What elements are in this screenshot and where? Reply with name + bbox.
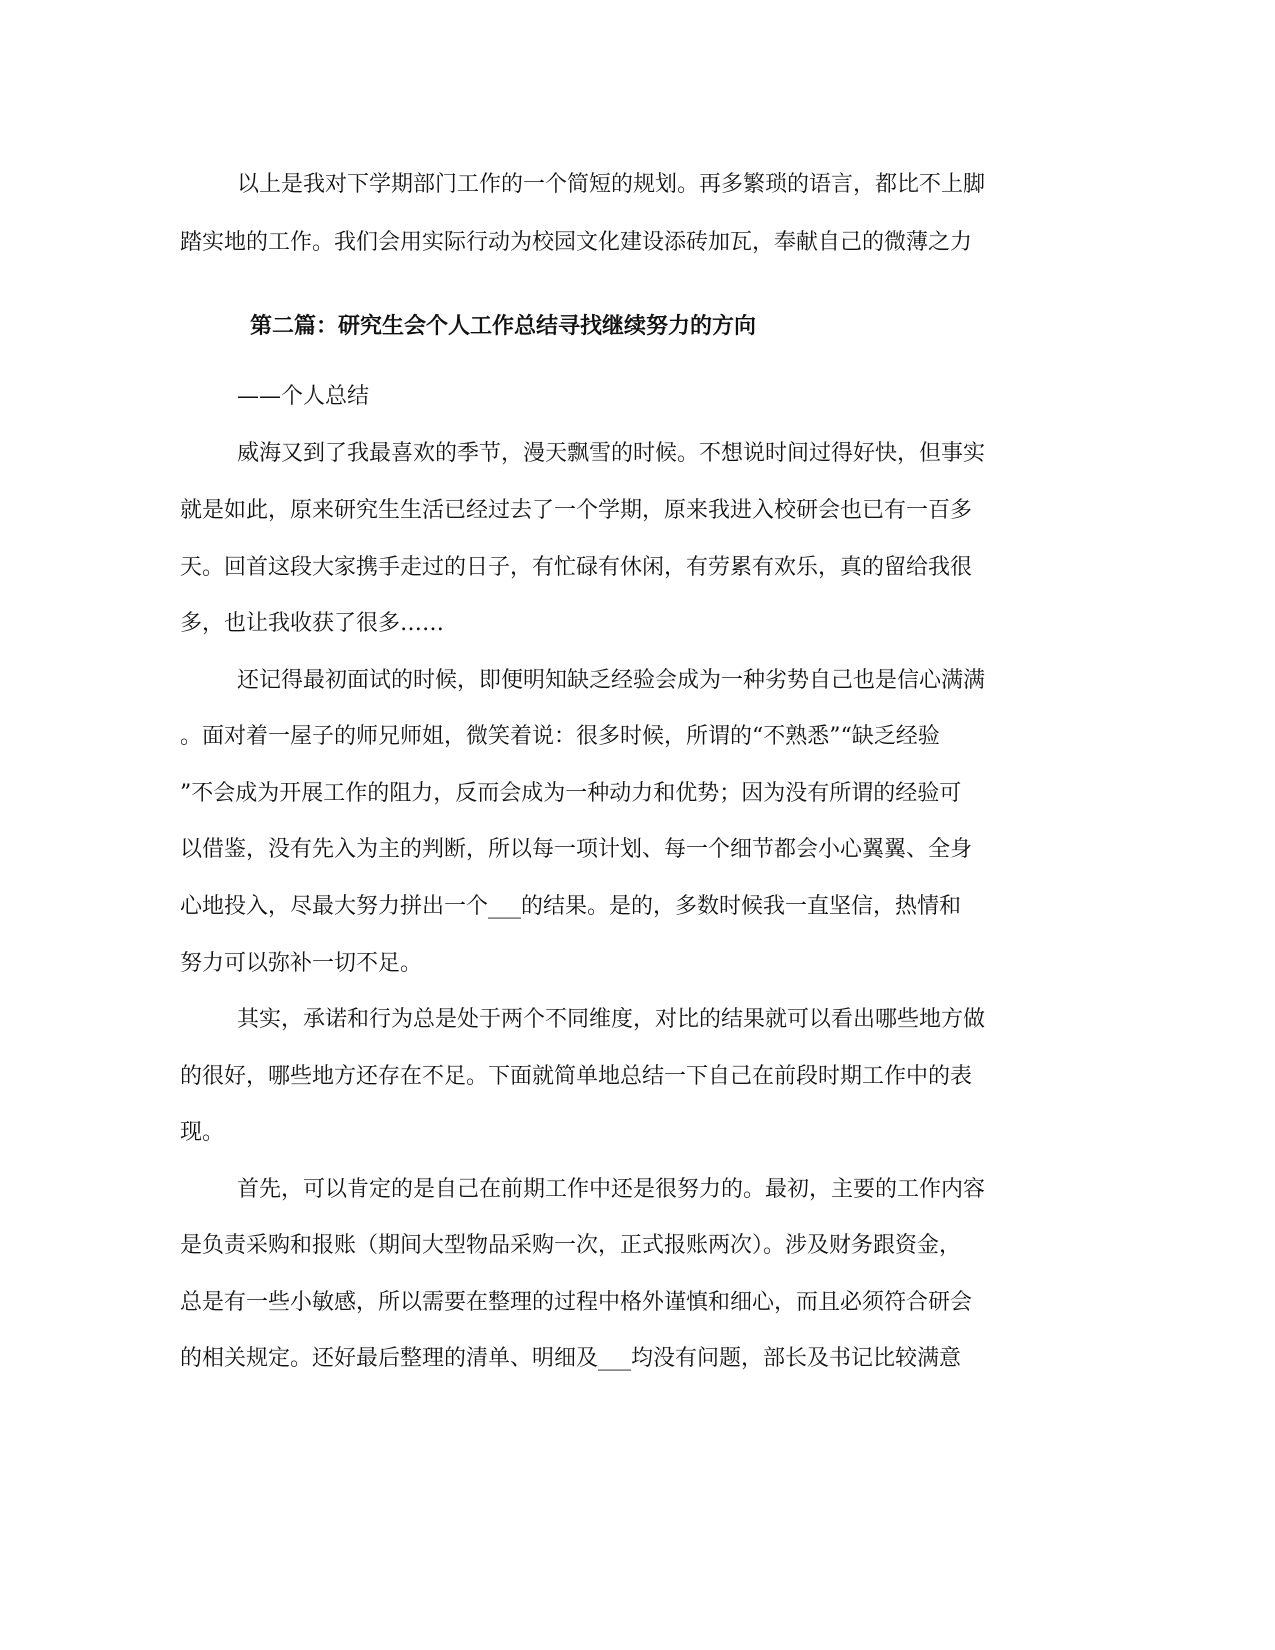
paragraph-line: ”不会成为开展工作的阻力，反而会成为一种动力和优势；因为没有所谓的经验可 <box>180 781 962 806</box>
paragraph-line: 是负责采购和报账（期间大型物品采购一次，正式报账两次）。涉及财务跟资金， <box>180 1233 962 1258</box>
paragraph-line: 以上是我对下学期部门工作的一个简短的规划。再多繁琐的语言，都比不上脚 <box>237 172 986 197</box>
paragraph-line: 总是有一些小敏感，所以需要在整理的过程中格外谨慎和细心，而且必须符合研会 <box>180 1290 973 1315</box>
paragraph-line: 还记得最初面试的时候，即便明知缺乏经验会成为一种劣势自己也是信心满满 <box>237 668 986 693</box>
section-heading: 第二篇：研究生会个人工作总结寻找继续努力的方向 <box>250 314 757 339</box>
paragraph-line: 踏实地的工作。我们会用实际行动为校园文化建设添砖加瓦，奉献自己的微薄之力 <box>180 230 973 255</box>
paragraph-line: 威海又到了我最喜欢的季节，漫天飘雪的时候。不想说时间过得好快，但事实 <box>237 441 986 466</box>
paragraph-line: 以借鉴，没有先入为主的判断，所以每一项计划、每一个细节都会小心翼翼、全身 <box>180 837 973 862</box>
paragraph-line: 努力可以弥补一切不足。 <box>180 951 423 976</box>
paragraph-line: 多，也让我收获了很多…… <box>180 611 445 636</box>
paragraph-line: 的很好，哪些地方还存在不足。下面就简单地总结一下自己在前段时期工作中的表 <box>180 1064 973 1089</box>
paragraph-line: 现。 <box>180 1120 225 1145</box>
paragraph-line: 就是如此，原来研究生生活已经过去了一个学期，原来我进入校研会也已有一百多 <box>180 498 973 523</box>
subtitle-line: ——个人总结 <box>237 384 370 409</box>
paragraph-line: 首先，可以肯定的是自己在前期工作中还是很努力的。最初，主要的工作内容 <box>237 1177 986 1202</box>
paragraph-line: 其实，承诺和行为总是处于两个不同维度，对比的结果就可以看出哪些地方做 <box>237 1007 986 1032</box>
paragraph-line: 心地投入，尽最大努力拼出一个___的结果。是的，多数时候我一直坚信，热情和 <box>180 894 962 919</box>
paragraph-line: 天。回首这段大家携手走过的日子，有忙碌有休闲，有劳累有欢乐，真的留给我很 <box>180 555 973 580</box>
paragraph-line: 的相关规定。还好最后整理的清单、明细及___均没有问题，部长及书记比较满意 <box>180 1346 962 1371</box>
paragraph-line: 。面对着一屋子的师兄师姐，微笑着说：很多时候，所谓的“不熟悉”“缺乏经验 <box>180 724 940 749</box>
